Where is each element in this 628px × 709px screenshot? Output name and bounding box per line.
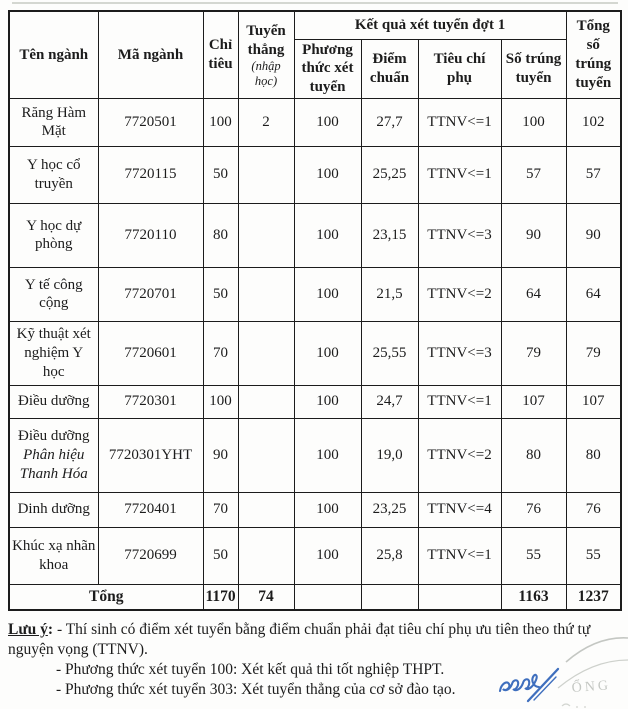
table-row: [9, 98, 621, 146]
quota-cell: 80: [203, 203, 238, 267]
score-cell: 24,7: [361, 385, 418, 418]
criteria-cell: TTNV<=4: [418, 492, 501, 527]
major-code-cell: 7720401: [98, 492, 203, 527]
method-cell: 100: [294, 321, 361, 385]
total-cell: 76: [566, 492, 621, 527]
direct-cell: 2: [238, 98, 294, 146]
major-name-cell: Điều dưỡng: [9, 385, 98, 418]
col-header-major-code: Mã ngành: [98, 11, 203, 98]
criteria-cell: TTNV<=1: [418, 527, 501, 584]
col-header-major-name: Tên ngành: [9, 11, 98, 98]
method-cell: 100: [294, 418, 361, 492]
total-method-cell: [294, 584, 361, 610]
method-cell: 100: [294, 146, 361, 203]
admitted-cell: 107: [501, 385, 566, 418]
score-cell: 19,0: [361, 418, 418, 492]
col-header-admission-method: Phương thức xét tuyển: [294, 39, 361, 98]
score-cell: 23,15: [361, 203, 418, 267]
score-cell: 27,7: [361, 98, 418, 146]
table-total-row: [9, 584, 621, 610]
handwritten-signature[interactable]: [498, 664, 568, 706]
score-cell: 25,8: [361, 527, 418, 584]
quota-cell: 90: [203, 418, 238, 492]
note-label-colon: :: [47, 621, 54, 638]
total-label-cell: Tổng: [9, 584, 203, 610]
cropped-text-artifact-line: [12, 2, 618, 4]
major-name-cell: Y tế công cộng: [9, 267, 98, 321]
total-cell: 90: [566, 203, 621, 267]
score-cell: 21,5: [361, 267, 418, 321]
quota-cell: 50: [203, 527, 238, 584]
direct-admission-title: Tuyển thẳng: [246, 22, 286, 58]
major-name-cell: Y học cổ truyền: [9, 146, 98, 203]
admitted-cell: 100: [501, 98, 566, 146]
col-header-quota: Chỉ tiêu: [203, 11, 238, 98]
direct-cell: [238, 418, 294, 492]
method-cell: 100: [294, 203, 361, 267]
admitted-cell: 55: [501, 527, 566, 584]
major-name-cell: Răng Hàm Mặt: [9, 98, 98, 146]
note-line3: - Phương thức xét tuyển 303: Xét tuyển thẳng của cơ sở đào tạo.: [56, 681, 456, 699]
quota-cell: 50: [203, 267, 238, 321]
table-row: [9, 203, 621, 267]
note-label: Lưu ý: [8, 621, 48, 638]
major-code-cell: 7720301YHT: [98, 418, 203, 492]
major-name-cell: Khúc xạ nhãn khoa: [9, 527, 98, 584]
total-direct-cell: 74: [238, 584, 294, 610]
table-row: [9, 385, 621, 418]
method-cell: 100: [294, 492, 361, 527]
score-cell: 23,25: [361, 492, 418, 527]
criteria-cell: TTNV<=1: [418, 146, 501, 203]
col-header-benchmark-score: Điểm chuẩn: [361, 39, 418, 98]
admitted-cell: 79: [501, 321, 566, 385]
major-name-cell: Y học dự phòng: [9, 203, 98, 267]
method-cell: 100: [294, 98, 361, 146]
col-header-secondary-criteria: Tiêu chí phụ: [418, 39, 501, 98]
total-cell: 80: [566, 418, 621, 492]
table-row: [9, 267, 621, 321]
admitted-cell: 76: [501, 492, 566, 527]
total-cell: 64: [566, 267, 621, 321]
direct-cell: [238, 146, 294, 203]
score-cell: 25,55: [361, 321, 418, 385]
criteria-cell: TTNV<=3: [418, 203, 501, 267]
table-row: [9, 527, 621, 584]
major-code-cell: 7720601: [98, 321, 203, 385]
note-line2: - Phương thức xét tuyển 100: Xét kết quả thi tốt nghiệp THPT.: [56, 661, 445, 679]
major-name-main: Điều dưỡng: [18, 428, 90, 445]
criteria-cell: TTNV<=3: [418, 321, 501, 385]
direct-cell: [238, 267, 294, 321]
major-name-cell: Dinh dưỡng: [9, 492, 98, 527]
major-name-cell: [9, 418, 98, 492]
major-code-cell: 7720110: [98, 203, 203, 267]
direct-cell: [238, 527, 294, 584]
admitted-cell: 64: [501, 267, 566, 321]
table-row: [9, 418, 621, 492]
col-header-admitted-count: Số trúng tuyển: [501, 39, 566, 98]
major-code-cell: 7720301: [98, 385, 203, 418]
direct-cell: [238, 321, 294, 385]
quota-cell: 100: [203, 385, 238, 418]
method-cell: 100: [294, 267, 361, 321]
admitted-cell: 90: [501, 203, 566, 267]
admitted-cell: 80: [501, 418, 566, 492]
score-cell: 25,25: [361, 146, 418, 203]
major-code-cell: 7720501: [98, 98, 203, 146]
col-header-total-admitted: Tổng số trúng tuyển: [566, 11, 621, 98]
note-main: [8, 620, 622, 660]
direct-admission-subtitle: (nhập học): [251, 59, 281, 88]
total-cell: 107: [566, 385, 621, 418]
quota-cell: 100: [203, 98, 238, 146]
criteria-cell: TTNV<=1: [418, 98, 501, 146]
stamp-text: ỔNG: [571, 678, 612, 696]
direct-cell: [238, 385, 294, 418]
table-row: [9, 146, 621, 203]
total-criteria-cell: [418, 584, 501, 610]
total-cell: 57: [566, 146, 621, 203]
criteria-cell: TTNV<=1: [418, 385, 501, 418]
total-admitted-cell: 1163: [501, 584, 566, 610]
quota-cell: 70: [203, 321, 238, 385]
direct-cell: [238, 492, 294, 527]
table-row: [9, 492, 621, 527]
major-code-cell: 7720699: [98, 527, 203, 584]
quota-cell: 50: [203, 146, 238, 203]
total-cell: 102: [566, 98, 621, 146]
table-row: [9, 321, 621, 385]
direct-cell: [238, 203, 294, 267]
total-cell: 79: [566, 321, 621, 385]
total-overall-cell: 1237: [566, 584, 621, 610]
criteria-cell: TTNV<=2: [418, 267, 501, 321]
method-cell: 100: [294, 385, 361, 418]
total-quota-cell: 1170: [203, 584, 238, 610]
note-line1: - Thí sinh có điểm xét tuyển bằng điểm chuẩn phải đạt tiêu chí phụ ưu tiên theo thứ tự nguyện vọng (TTNV).: [8, 621, 591, 659]
col-header-round1-results-group: Kết quả xét tuyển đợt 1: [294, 11, 566, 39]
col-header-direct-admission: [238, 11, 294, 98]
total-cell: 55: [566, 527, 621, 584]
criteria-cell: TTNV<=2: [418, 418, 501, 492]
major-branch-name: Phân hiệu Thanh Hóa: [19, 446, 88, 482]
major-code-cell: 7720701: [98, 267, 203, 321]
major-name-cell: Kỹ thuật xét nghiệm Y học: [9, 321, 98, 385]
admitted-cell: 57: [501, 146, 566, 203]
total-score-cell: [361, 584, 418, 610]
major-code-cell: 7720115: [98, 146, 203, 203]
method-cell: 100: [294, 527, 361, 584]
admission-results-table: [8, 10, 622, 611]
quota-cell: 70: [203, 492, 238, 527]
